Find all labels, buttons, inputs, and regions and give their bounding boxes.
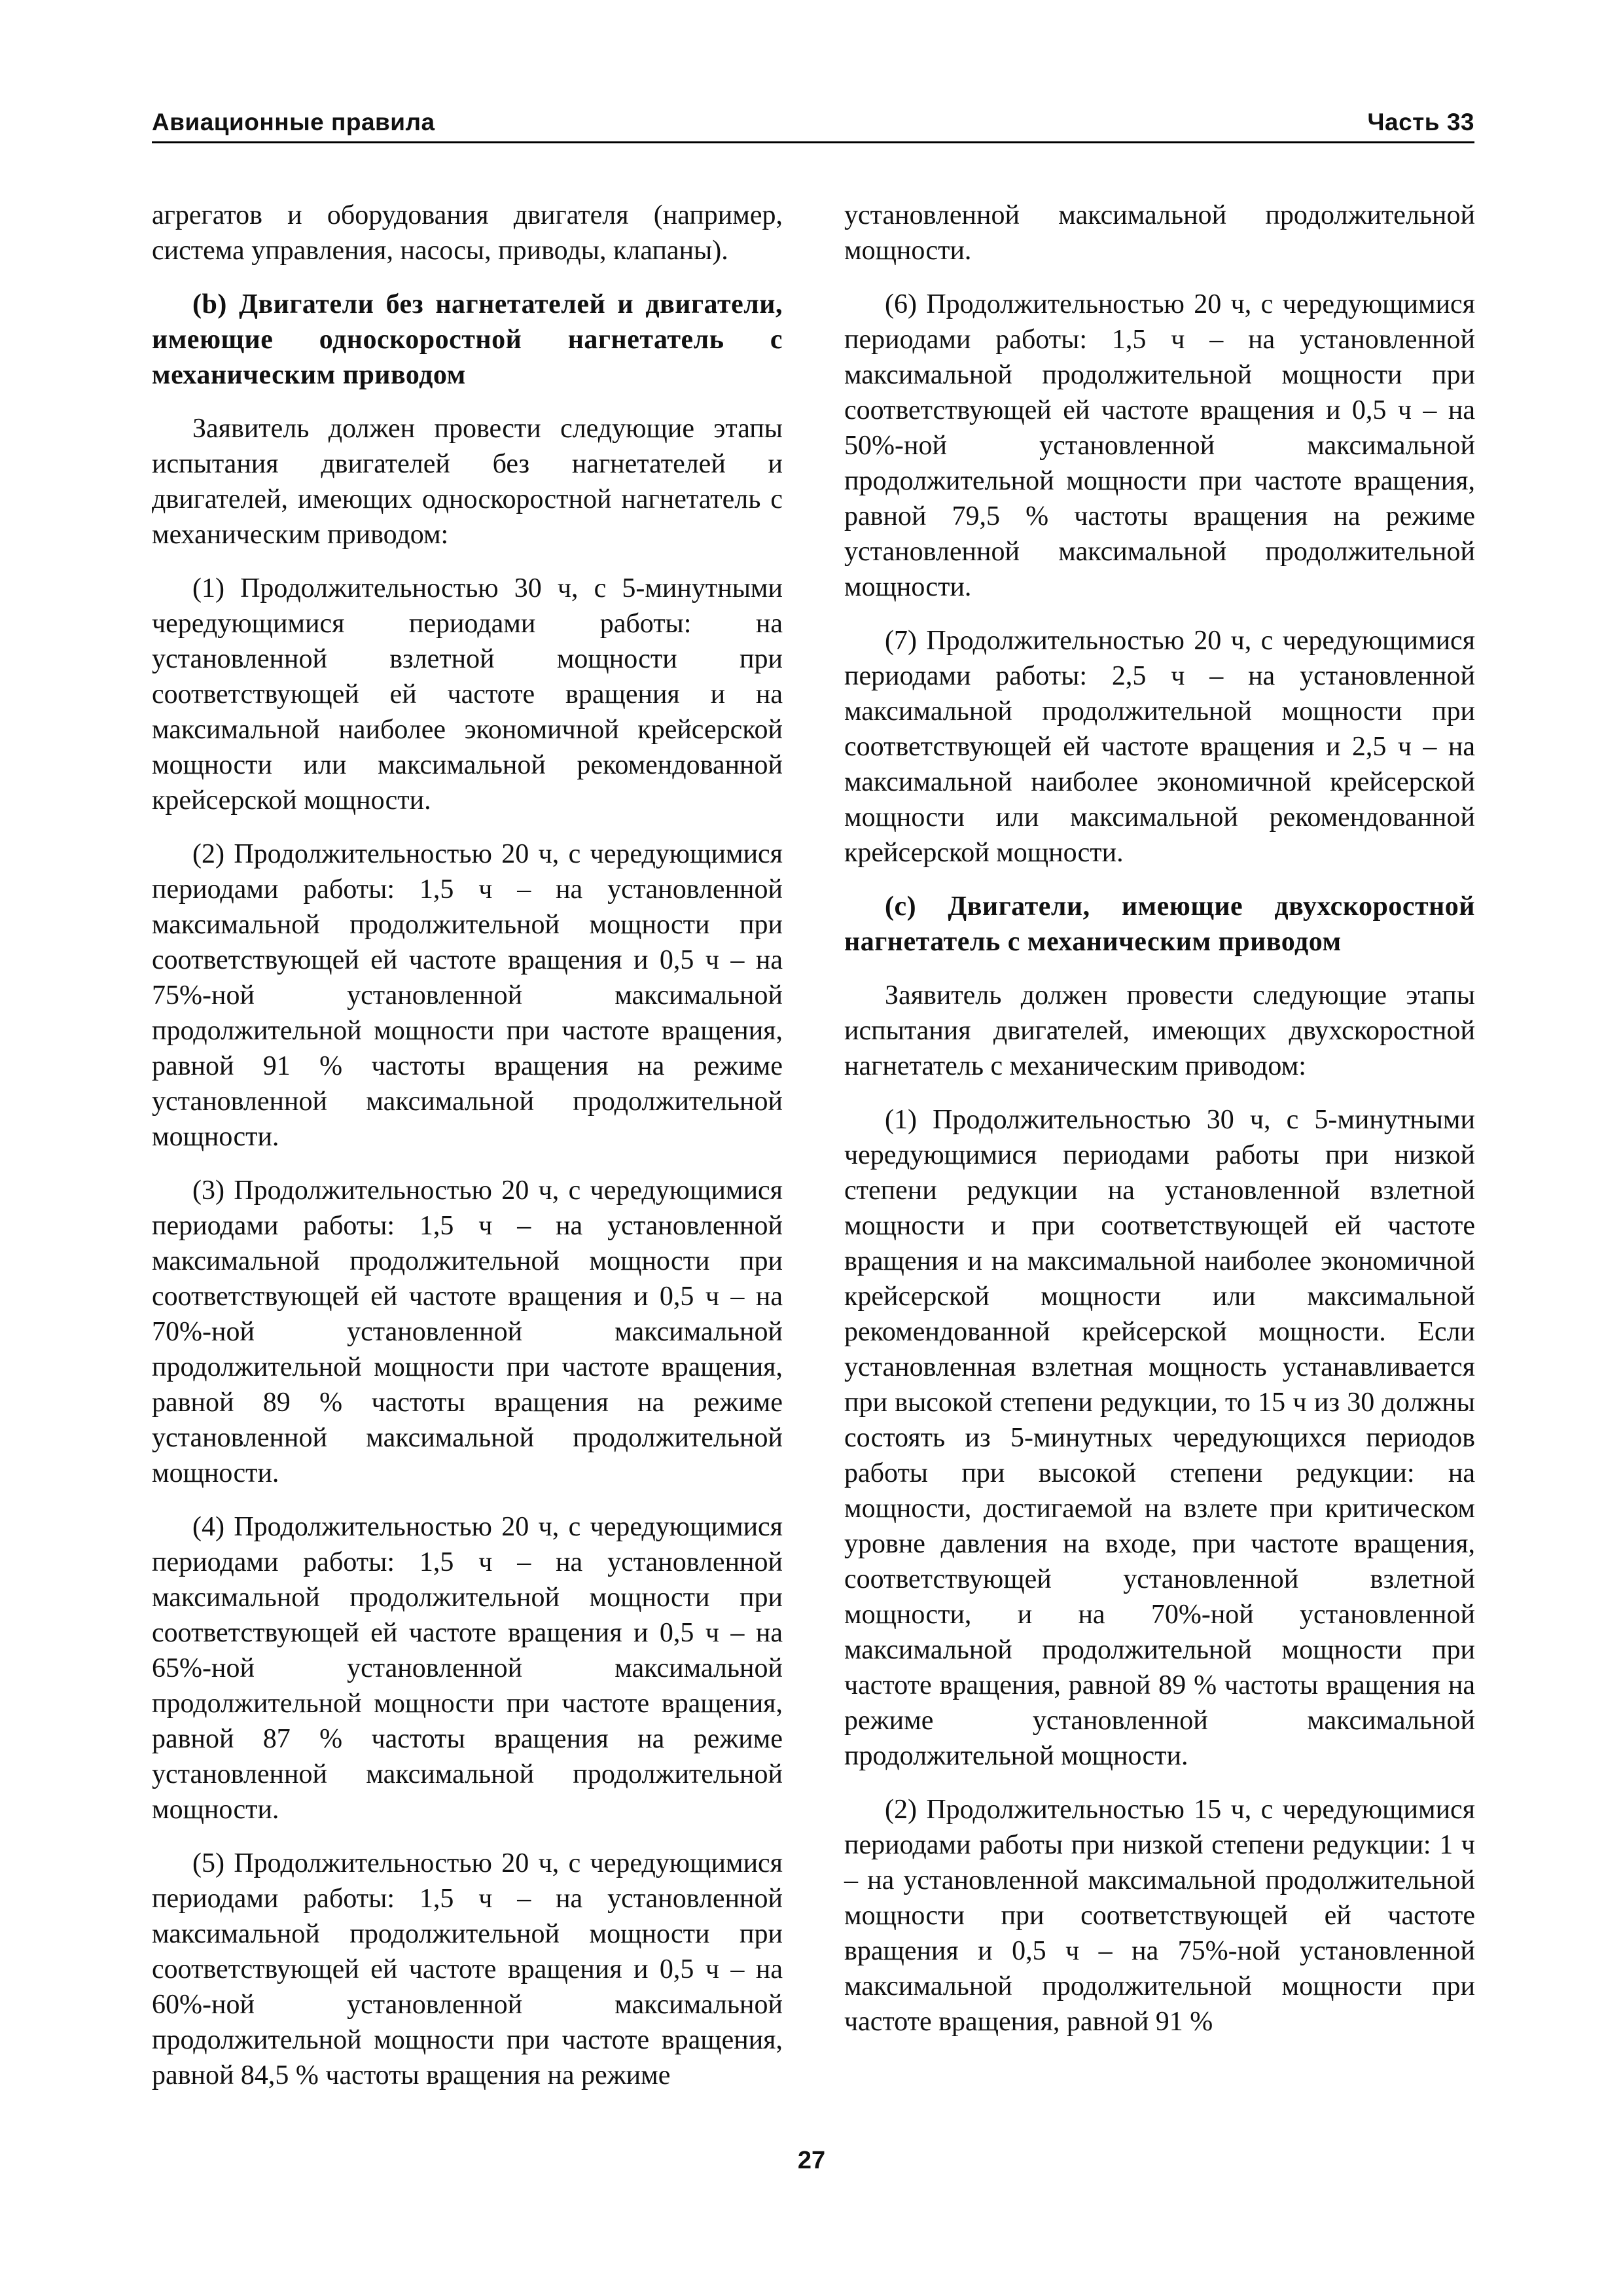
paragraph-b4: (4) Продолжительностью 20 ч, с чередующимися периодами работы: 1,5 ч – на установленной максимальной продолжительной мощности при соответствующей ей частоте вращения и 0,5 ч – на 65%-ной установленной максимальной продолжительной мощности при частоте вращения, равной 87 % частоты вращения на режиме установленной максимальной продолжительной мощности. — [152, 1512, 783, 1825]
paragraph-intro-c: Заявитель должен провести следующие этапы испытания двигателей, имеющих двухскоростной нагнетатель с механическим приводом: — [844, 980, 1475, 1081]
section-heading-c: (c) Двигатели, имеющие двухскоростной нагнетатель с механическим приводом — [844, 891, 1475, 957]
paragraph-c1: (1) Продолжительностью 30 ч, с 5-минутными чередующимися периодами работы при низкой степени редукции на установленной взлетной мощности и при соответствующей ей частоте вращения и на максимальной наиболее экономичной крейсерской мощности или максимальной рекомендованной крейсерской мощности. Если установленная взлетная мощность устанавливается при высокой степени редукции, то 15 ч из 30 должны состоять из 5-минутных чередующихся периодов работы при высокой степени редукции: на мощности, достигаемой на взлете при критическом уровне давления на входе, при частоте вращения, соответствующей установленной взлетной мощности, и на 70%-ной установленной максимальной продолжительной мощности при частоте вращения, равной 89 % частоты вращения на режиме установленной максимальной продолжительной мощности. — [844, 1105, 1475, 1771]
page-number: 27 — [797, 2147, 826, 2174]
paragraph-b6: (6) Продолжительностью 20 ч, с чередующимися периодами работы: 1,5 ч – на установленной максимальной продолжительной мощности при соответствующей ей частоте вращения и 0,5 ч – на 50%-ной установленной максимальной продолжительной мощности при частоте вращения, равной 79,5 % частоты вращения на режиме установленной максимальной продолжительной мощности. — [844, 289, 1475, 602]
header-title: Авиационные правила — [152, 109, 435, 135]
running-header — [152, 106, 1474, 139]
right-column — [844, 198, 1475, 2058]
header-rule — [152, 141, 1474, 143]
paragraph-b1: (1) Продолжительностью 30 ч, с 5-минутными чередующимися периодами работы: на установленной взлетной мощности при соответствующей ей частоте вращения и на максимальной наиболее экономичной крейсерской мощности или максимальной рекомендованной крейсерской мощности. — [152, 573, 783, 816]
paragraph-continuation: агрегатов и оборудования двигателя (например, система управления, насосы, приводы, клапаны). — [152, 200, 783, 266]
header-part: Часть 33 — [1367, 109, 1474, 135]
paragraph-b5: (5) Продолжительностью 20 ч, с чередующимися периодами работы: 1,5 ч – на установленной максимальной продолжительной мощности при соответствующей ей частоте вращения и 0,5 ч – на 60%-ной установленной максимальной продолжительной мощности при частоте вращения, равной 84,5 % частоты вращения на режиме — [152, 1848, 783, 2090]
paragraph-b3: (3) Продолжительностью 20 ч, с чередующимися периодами работы: 1,5 ч – на установленной максимальной продолжительной мощности при соответствующей ей частоте вращения и 0,5 ч – на 70%-ной установленной максимальной продолжительной мощности при частоте вращения, равной 89 % частоты вращения на режиме установленной максимальной продолжительной мощности. — [152, 1175, 783, 1488]
paragraph-intro-b: Заявитель должен провести следующие этапы испытания двигателей без нагнетателей и двигателей, имеющих односкоростной нагнетатель с механическим приводом: — [152, 414, 783, 550]
paragraph-c2: (2) Продолжительностью 15 ч, с чередующимися периодами работы при низкой степени редукции: 1 ч – на установленной максимальной продолжительной мощности при соответствующей ей частоте вращения и 0,5 ч – на 75%-ной установленной максимальной продолжительной мощности при частоте вращения, равной 91 % — [844, 1795, 1475, 2037]
paragraph-b7: (7) Продолжительностью 20 ч, с чередующимися периодами работы: 2,5 ч – на установленной максимальной продолжительной мощности при соответствующей ей частоте вращения и 2,5 ч – на максимальной наиболее экономичной крейсерской мощности или максимальной рекомендованной крейсерской мощности. — [844, 626, 1475, 868]
section-heading-b: (b) Двигатели без нагнетателей и двигатели, имеющие односкоростной нагнетатель с механическим приводом — [152, 289, 783, 390]
left-column — [152, 198, 783, 2111]
paragraph-b2: (2) Продолжительностью 20 ч, с чередующимися периодами работы: 1,5 ч – на установленной максимальной продолжительной мощности при соответствующей ей частоте вращения и 0,5 ч – на 75%-ной установленной максимальной продолжительной мощности при частоте вращения, равной 91 % частоты вращения на режиме установленной максимальной продолжительной мощности. — [152, 839, 783, 1152]
paragraph-continuation: установленной максимальной продолжительной мощности. — [844, 200, 1475, 266]
